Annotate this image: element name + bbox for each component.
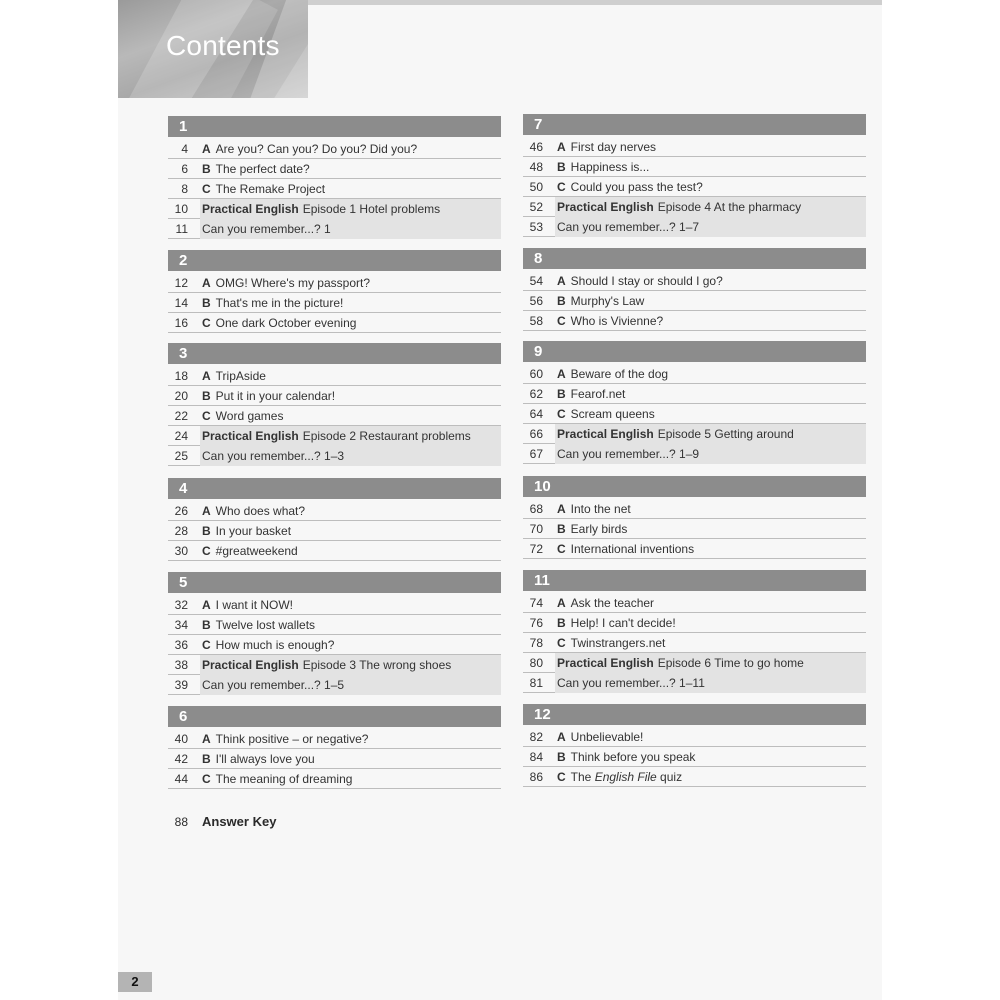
page-ref: 39 <box>174 678 188 692</box>
toc-entry[interactable] <box>168 446 501 466</box>
page-ref: 22 <box>174 409 188 423</box>
unit-header: 10 <box>523 476 866 497</box>
toc-entry[interactable] <box>168 199 501 219</box>
entry-title <box>202 293 501 313</box>
page-ref: 82 <box>529 730 543 744</box>
entry-text: Help! I can't decide! <box>570 616 676 630</box>
entry-title <box>200 446 501 466</box>
page-ref: 34 <box>174 618 188 632</box>
lesson-letter: B <box>202 752 211 766</box>
toc-entry[interactable] <box>523 217 866 237</box>
entry-title <box>200 199 501 219</box>
entry-title <box>555 673 866 693</box>
lesson-letter: B <box>202 618 211 632</box>
entry-text: Can you remember...? 1–7 <box>557 220 700 234</box>
toc-entry[interactable] <box>523 673 866 693</box>
lesson-letter: C <box>557 407 566 421</box>
page-ref: 48 <box>529 160 543 174</box>
entry-title <box>202 521 501 541</box>
toc-entry[interactable] <box>523 519 866 539</box>
unit-section <box>523 476 866 559</box>
page-ref: 26 <box>174 504 188 518</box>
entry-text: Twelve lost wallets <box>215 618 316 632</box>
lesson-letter: A <box>557 274 566 288</box>
lesson-letter: B <box>557 750 566 764</box>
entry-title <box>557 767 866 787</box>
lesson-letter: C <box>557 636 566 650</box>
entry-text: quiz <box>656 770 683 784</box>
toc-entry[interactable] <box>523 633 866 653</box>
lesson-letter: A <box>202 598 211 612</box>
page-ref: 52 <box>529 200 543 214</box>
lesson-letter: C <box>202 316 211 330</box>
unit-section <box>523 114 866 237</box>
toc-entry[interactable] <box>168 769 501 789</box>
page-ref: 36 <box>174 638 188 652</box>
entry-text: I want it NOW! <box>215 598 294 612</box>
entry-text: TripAside <box>215 369 266 383</box>
entry-text-italic: English File <box>594 770 657 784</box>
toc-entry[interactable] <box>168 729 501 749</box>
entry-title <box>557 633 866 653</box>
entry-title <box>557 404 866 424</box>
toc-entry[interactable] <box>523 291 866 311</box>
toc-entry[interactable] <box>168 615 501 635</box>
entry-text: The Remake Project <box>215 182 326 196</box>
entry-text: How much is enough? <box>215 638 335 652</box>
unit-section <box>523 341 866 464</box>
page-ref: 50 <box>529 180 543 194</box>
page-ref: 72 <box>529 542 543 556</box>
entry-text: Episode 3 The wrong shoes <box>302 658 452 672</box>
entry-title <box>202 635 501 655</box>
entry-text: Ask the teacher <box>570 596 655 610</box>
unit-header: 5 <box>168 572 501 593</box>
toc-entry[interactable] <box>168 139 501 159</box>
unit-section <box>168 116 501 239</box>
entry-title <box>557 593 866 613</box>
entry-title: Answer Key <box>202 814 277 829</box>
lesson-letter: C <box>557 770 566 784</box>
entry-title <box>202 541 501 561</box>
page-ref: 88 <box>174 815 188 829</box>
entry-title <box>557 499 866 519</box>
page-ref: 8 <box>181 182 188 196</box>
unit-section <box>523 248 866 331</box>
unit-section <box>168 706 501 789</box>
toc-entry[interactable] <box>523 404 866 424</box>
toc-entry[interactable] <box>523 177 866 197</box>
entry-title <box>202 749 501 769</box>
toc-entry[interactable] <box>168 219 501 239</box>
entry-title <box>557 291 866 311</box>
entry-title <box>200 426 501 446</box>
entry-title <box>557 311 866 331</box>
page-title: Contents <box>166 30 280 61</box>
toc-entry[interactable] <box>168 366 501 386</box>
entry-title <box>200 219 501 239</box>
unit-header: 7 <box>523 114 866 135</box>
page-ref: 66 <box>529 427 543 441</box>
toc-entry[interactable] <box>523 747 866 767</box>
toc-entry[interactable] <box>168 541 501 561</box>
entry-title <box>202 406 501 426</box>
entry-title <box>557 519 866 539</box>
entry-text: Think before you speak <box>570 750 696 764</box>
entry-title <box>202 313 501 333</box>
lesson-letter: B <box>202 524 211 538</box>
lesson-letter: B <box>202 296 211 310</box>
entry-text: OMG! Where's my passport? <box>215 276 371 290</box>
toc-entry[interactable] <box>168 635 501 655</box>
page-ref: 44 <box>174 772 188 786</box>
lesson-letter: B <box>557 522 566 536</box>
toc-entry[interactable] <box>168 406 501 426</box>
lesson-letter: A <box>202 276 211 290</box>
page-ref: 16 <box>174 316 188 330</box>
entry-title <box>202 139 501 159</box>
entry-title <box>557 137 866 157</box>
toc-entry[interactable] <box>168 273 501 293</box>
entry-title <box>557 613 866 633</box>
page-ref: 4 <box>181 142 188 156</box>
lesson-letter: B <box>202 389 211 403</box>
entry-text: I'll always love you <box>215 752 315 766</box>
entry-text: Unbelievable! <box>570 730 644 744</box>
page-ref: 64 <box>529 407 543 421</box>
entry-text: #greatweekend <box>215 544 298 558</box>
lesson-letter: C <box>202 182 211 196</box>
unit-header: 4 <box>168 478 501 499</box>
entry-title <box>202 386 501 406</box>
toc-entry[interactable] <box>523 593 866 613</box>
entry-text: Who is Vivienne? <box>570 314 664 328</box>
toc-entry[interactable] <box>168 749 501 769</box>
entry-text: Put it in your calendar! <box>215 389 336 403</box>
page-ref: 14 <box>174 296 188 310</box>
lesson-letter: A <box>557 367 566 381</box>
toc-entry[interactable] <box>523 157 866 177</box>
entry-title <box>202 595 501 615</box>
unit-header: 11 <box>523 570 866 591</box>
entry-title <box>202 179 501 199</box>
lesson-letter: A <box>202 142 211 156</box>
practical-english-label: Practical English <box>557 656 654 670</box>
toc-entry[interactable] <box>168 595 501 615</box>
unit-section <box>168 572 501 695</box>
unit-header: 3 <box>168 343 501 364</box>
page-ref: 80 <box>529 656 543 670</box>
top-rule <box>300 0 882 5</box>
page-ref: 68 <box>529 502 543 516</box>
page-ref: 12 <box>174 276 188 290</box>
entry-text: Who does what? <box>215 504 306 518</box>
lesson-letter: B <box>557 160 566 174</box>
page-ref: 38 <box>174 658 188 672</box>
page-ref: 10 <box>174 202 188 216</box>
entry-title <box>202 366 501 386</box>
page-ref: 24 <box>174 429 188 443</box>
answer-key-entry[interactable] <box>168 812 468 832</box>
toc-entry[interactable] <box>523 271 866 291</box>
toc-entry[interactable] <box>168 313 501 333</box>
unit-section <box>523 704 866 787</box>
entry-text: Can you remember...? 1–3 <box>202 449 345 463</box>
lesson-letter: C <box>202 638 211 652</box>
page-ref: 76 <box>529 616 543 630</box>
entry-title <box>557 157 866 177</box>
toc-entry[interactable] <box>168 386 501 406</box>
page-ref: 67 <box>529 447 543 461</box>
entry-text: Could you pass the test? <box>570 180 703 194</box>
entry-text: Think positive – or negative? <box>215 732 369 746</box>
toc-entry[interactable] <box>523 499 866 519</box>
entry-title <box>200 655 501 675</box>
entry-text: Episode 2 Restaurant problems <box>302 429 471 443</box>
unit-header: 1 <box>168 116 501 137</box>
unit-header: 8 <box>523 248 866 269</box>
page-ref: 46 <box>529 140 543 154</box>
entry-title <box>555 653 866 673</box>
toc-entry[interactable] <box>168 159 501 179</box>
entry-title <box>200 675 501 695</box>
unit-header: 12 <box>523 704 866 725</box>
toc-entry[interactable] <box>523 444 866 464</box>
page-ref: 62 <box>529 387 543 401</box>
page-ref: 32 <box>174 598 188 612</box>
page-ref: 25 <box>174 449 188 463</box>
unit-section <box>523 570 866 693</box>
entry-title <box>555 217 866 237</box>
entry-title <box>557 364 866 384</box>
entry-text: Murphy's Law <box>570 294 645 308</box>
entry-title <box>202 501 501 521</box>
entry-text: That's me in the picture! <box>215 296 344 310</box>
page-ref: 40 <box>174 732 188 746</box>
practical-english-label: Practical English <box>202 658 299 672</box>
toc-entry[interactable] <box>523 424 866 444</box>
entry-text: The <box>570 770 595 784</box>
toc-entry[interactable] <box>523 767 866 787</box>
page-ref: 78 <box>529 636 543 650</box>
toc-entry[interactable] <box>168 521 501 541</box>
page-ref: 56 <box>529 294 543 308</box>
unit-section <box>168 250 501 333</box>
entry-text: One dark October evening <box>215 316 357 330</box>
lesson-letter: C <box>202 772 211 786</box>
entry-text: Early birds <box>570 522 628 536</box>
toc-entry[interactable] <box>168 675 501 695</box>
lesson-letter: C <box>557 180 566 194</box>
unit-header: 2 <box>168 250 501 271</box>
practical-english-label: Practical English <box>557 200 654 214</box>
page-ref: 81 <box>529 676 543 690</box>
practical-english-label: Practical English <box>557 427 654 441</box>
entry-title <box>555 197 866 217</box>
entry-text: In your basket <box>215 524 292 538</box>
unit-header: 6 <box>168 706 501 727</box>
entry-text: Beware of the dog <box>570 367 669 381</box>
page-ref: 86 <box>529 770 543 784</box>
entry-text: Can you remember...? 1–9 <box>557 447 700 461</box>
unit-section <box>168 343 501 466</box>
entry-title <box>557 384 866 404</box>
page-ref: 70 <box>529 522 543 536</box>
lesson-letter: B <box>202 162 211 176</box>
entry-title <box>557 271 866 291</box>
toc-entry[interactable] <box>168 655 501 675</box>
entry-title <box>557 177 866 197</box>
toc-entry[interactable] <box>523 197 866 217</box>
page-ref: 84 <box>529 750 543 764</box>
entry-title <box>202 273 501 293</box>
entry-text: Episode 4 At the pharmacy <box>657 200 802 214</box>
entry-text: Can you remember...? 1–5 <box>202 678 345 692</box>
entry-text: Episode 1 Hotel problems <box>302 202 441 216</box>
practical-english-label: Practical English <box>202 429 299 443</box>
toc-entry[interactable] <box>168 501 501 521</box>
lesson-letter: C <box>202 544 211 558</box>
entry-title <box>557 727 866 747</box>
toc-entry[interactable] <box>168 293 501 313</box>
entry-text: Scream queens <box>570 407 655 421</box>
toc-entry[interactable] <box>523 727 866 747</box>
toc-entry[interactable] <box>523 653 866 673</box>
toc-entry[interactable] <box>523 137 866 157</box>
lesson-letter: C <box>557 542 566 556</box>
page-ref: 54 <box>529 274 543 288</box>
page-ref: 11 <box>175 222 188 236</box>
entry-text: Should I stay or should I go? <box>570 274 723 288</box>
entry-title <box>202 615 501 635</box>
toc-entry[interactable] <box>168 426 501 446</box>
entry-text: Episode 6 Time to go home <box>657 656 804 670</box>
page-number: 2 <box>118 972 152 992</box>
lesson-letter: A <box>202 504 211 518</box>
page-ref: 53 <box>529 220 543 234</box>
lesson-letter: A <box>557 596 566 610</box>
entry-text: Are you? Can you? Do you? Did you? <box>215 142 418 156</box>
entry-text: Can you remember...? 1–11 <box>557 676 705 690</box>
lesson-letter: B <box>557 616 566 630</box>
entry-title <box>555 424 866 444</box>
page-ref: 6 <box>181 162 188 176</box>
lesson-letter: B <box>557 294 566 308</box>
entry-title <box>202 769 501 789</box>
page-ref: 20 <box>174 389 188 403</box>
entry-text: International inventions <box>570 542 695 556</box>
toc-entry[interactable] <box>523 311 866 331</box>
entry-text: Fearof.net <box>570 387 626 401</box>
lesson-letter: B <box>557 387 566 401</box>
entry-text: Twinstrangers.net <box>570 636 666 650</box>
entry-title <box>557 539 866 559</box>
entry-text: Happiness is... <box>570 160 650 174</box>
toc-entry[interactable] <box>523 384 866 404</box>
practical-english-label: Practical English <box>202 202 299 216</box>
entry-text: The meaning of dreaming <box>215 772 353 786</box>
entry-title <box>557 747 866 767</box>
toc-entry[interactable] <box>168 179 501 199</box>
page-ref: 74 <box>529 596 543 610</box>
lesson-letter: A <box>557 502 566 516</box>
entry-title <box>555 444 866 464</box>
lesson-letter: A <box>557 140 566 154</box>
unit-section <box>168 478 501 561</box>
page-ref: 28 <box>174 524 188 538</box>
toc-entry[interactable] <box>523 364 866 384</box>
page-ref: 42 <box>174 752 188 766</box>
entry-text: Into the net <box>570 502 631 516</box>
page-ref: 30 <box>174 544 188 558</box>
entry-text: Word games <box>215 409 284 423</box>
page-ref: 60 <box>529 367 543 381</box>
entry-title <box>202 159 501 179</box>
entry-title <box>202 729 501 749</box>
unit-header: 9 <box>523 341 866 362</box>
lesson-letter: C <box>557 314 566 328</box>
lesson-letter: A <box>202 369 211 383</box>
toc-entry[interactable] <box>523 539 866 559</box>
toc-entry[interactable] <box>523 613 866 633</box>
lesson-letter: A <box>557 730 566 744</box>
entry-text: First day nerves <box>570 140 657 154</box>
entry-text: Can you remember...? 1 <box>202 222 331 236</box>
entry-text: Episode 5 Getting around <box>657 427 794 441</box>
entry-text: The perfect date? <box>215 162 310 176</box>
page-ref: 58 <box>529 314 543 328</box>
page-ref: 18 <box>174 369 188 383</box>
lesson-letter: C <box>202 409 211 423</box>
lesson-letter: A <box>202 732 211 746</box>
